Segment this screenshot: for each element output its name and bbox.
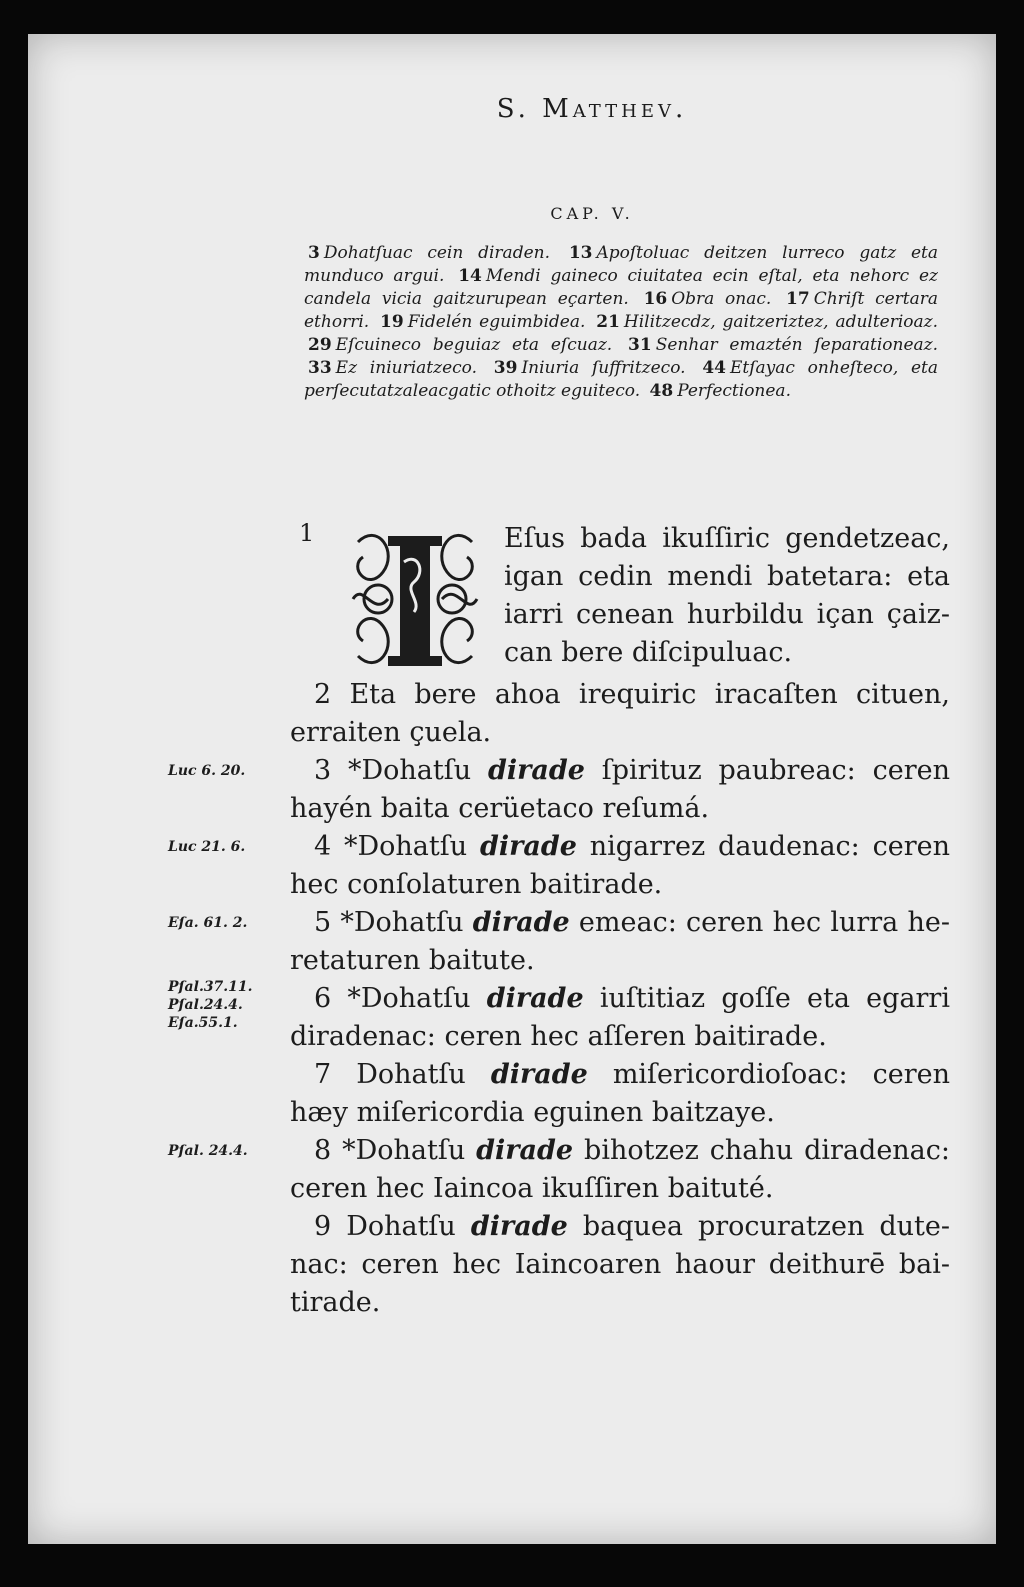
- summary-text: Etſayac onheſteco, eta perſecutatzaleacgatic othoitz eguiteco.: [304, 358, 939, 401]
- verse-6: [290, 980, 950, 1056]
- summary-verse-number: 14: [458, 266, 482, 286]
- summary-text: Chriſt certara ethorri.: [304, 289, 939, 332]
- verse-1-line: can bere diſcipuluac.: [504, 637, 793, 668]
- verse-9: [290, 1208, 950, 1322]
- verse-line: ceren hec Iaincoa ikuſſiren baituté.: [290, 1173, 774, 1204]
- summary-verse-number: 39: [493, 358, 518, 378]
- margin-reference: Luc 6. 20.: [168, 763, 246, 779]
- verse-line: hec conſolaturen baitirade.: [290, 869, 663, 900]
- summary-text: Hilitzecdz, gaitzeriztez,: [623, 312, 829, 332]
- verse-7: [290, 1056, 950, 1132]
- summary-verse-number: 44: [702, 358, 726, 378]
- summary-verse-number: 48: [649, 381, 674, 401]
- summary-text: Senhar emaztén ſeparationeaz.: [655, 335, 939, 355]
- summary-verse-number: 21: [596, 312, 620, 332]
- summary-verse-number: 13: [568, 243, 593, 263]
- verse-1-line: Eſus bada ikuſſiric gendetzeac,: [504, 523, 950, 554]
- verse-line: tirade.: [290, 1287, 381, 1318]
- verse-line: 2 Eta bere ahoa irequiric iracaſten cituen,: [314, 679, 950, 710]
- verse-number-1: 1: [299, 519, 315, 547]
- verse-3: [290, 752, 950, 828]
- margin-reference: Eſa. 61. 2.: [168, 915, 248, 931]
- verse-line: 7 Dohatſu dirade miſericordioſoac: ceren: [314, 1059, 950, 1090]
- verse-line: erraiten çuela.: [290, 717, 492, 748]
- verse-line: hæy miſericordia eguinen baitzaye.: [290, 1097, 775, 1128]
- summary-verse-number: 19: [380, 312, 404, 332]
- margin-reference-group: [168, 978, 278, 1032]
- margin-reference: Eſa.55.1.: [168, 1015, 238, 1031]
- chapter-heading: CAP. V.: [550, 204, 634, 223]
- summary-text: Iniuria ſuffritzeco.: [521, 358, 686, 378]
- verse-line: retaturen baitute.: [290, 945, 535, 976]
- summary-verse-number: 29: [308, 335, 332, 355]
- verse-8: [290, 1132, 950, 1208]
- decorated-initial-icon: [338, 522, 492, 676]
- margin-reference: Pſal.37.11.: [168, 979, 253, 995]
- verse-line: diradenac: ceren hec aſſeren baitirade.: [290, 1021, 827, 1052]
- summary-verse-number: 33: [308, 358, 332, 378]
- summary-text: Eſcuineco beguiaz eta eſcuaz.: [335, 335, 613, 355]
- summary-verse-number: 31: [628, 335, 652, 355]
- verse-line: hayén baita cerüetaco reſumá.: [290, 793, 710, 824]
- verse-line: 9 Dohatſu dirade baquea procuratzen dute-: [314, 1211, 951, 1242]
- verse-4: [290, 828, 950, 904]
- running-head: S. Matthev.: [496, 94, 688, 124]
- summary-text: Apoſtoluac deitzen lurreco gatz eta munduco argui.: [304, 243, 938, 286]
- book-page: [28, 34, 996, 1544]
- verse-line: 3 *Dohatſu dirade ſpirituz paubreac: ceren: [314, 755, 950, 786]
- summary-text: adulterioaz.: [835, 312, 939, 332]
- summary-verse-number: 17: [786, 289, 810, 309]
- verse-line: 5 *Dohatſu dirade emeac: ceren hec lurra he-: [314, 907, 950, 938]
- chapter-summary: [304, 242, 938, 403]
- verse-line: 4 *Dohatſu dirade nigarrez daudenac: ceren: [314, 831, 950, 862]
- margin-reference: Pſal.24.4.: [168, 997, 243, 1013]
- verse-1-line: igan cedin mendi batetara: eta: [504, 561, 950, 592]
- summary-verse-number: 3: [308, 243, 320, 263]
- summary-text: Perfectionea.: [677, 381, 791, 401]
- verse-5: [290, 904, 950, 980]
- verse-line: 8 *Dohatſu dirade bihotzez chahu diradenac:: [314, 1135, 950, 1166]
- summary-text: Mendi gaineco ciuitatea ecin eſtal, eta nehorc ez candela vicia gaitzurupean eçarten.: [304, 266, 938, 309]
- verse-1-line: iarri cenean hurbildu içan çaiz-: [504, 599, 950, 630]
- margin-reference: Pſal. 24.4.: [168, 1143, 248, 1159]
- summary-text: Fidelén eguimbidea.: [407, 312, 586, 332]
- summary-text: Ez iniuriatzeco.: [335, 358, 477, 378]
- summary-text: Obra onac.: [671, 289, 772, 309]
- summary-verse-number: 16: [643, 289, 668, 309]
- verse-1: [504, 520, 950, 672]
- verse-line: nac: ceren hec Iaincoaren haour deithurē bai-: [290, 1249, 950, 1280]
- summary-text: Dohatſuac cein diraden.: [323, 243, 550, 263]
- verse-line: 6 *Dohatſu dirade iuſtitiaz goſſe eta egarri: [314, 983, 950, 1014]
- verse-2: [290, 676, 950, 752]
- margin-reference: Luc 21. 6.: [168, 839, 246, 855]
